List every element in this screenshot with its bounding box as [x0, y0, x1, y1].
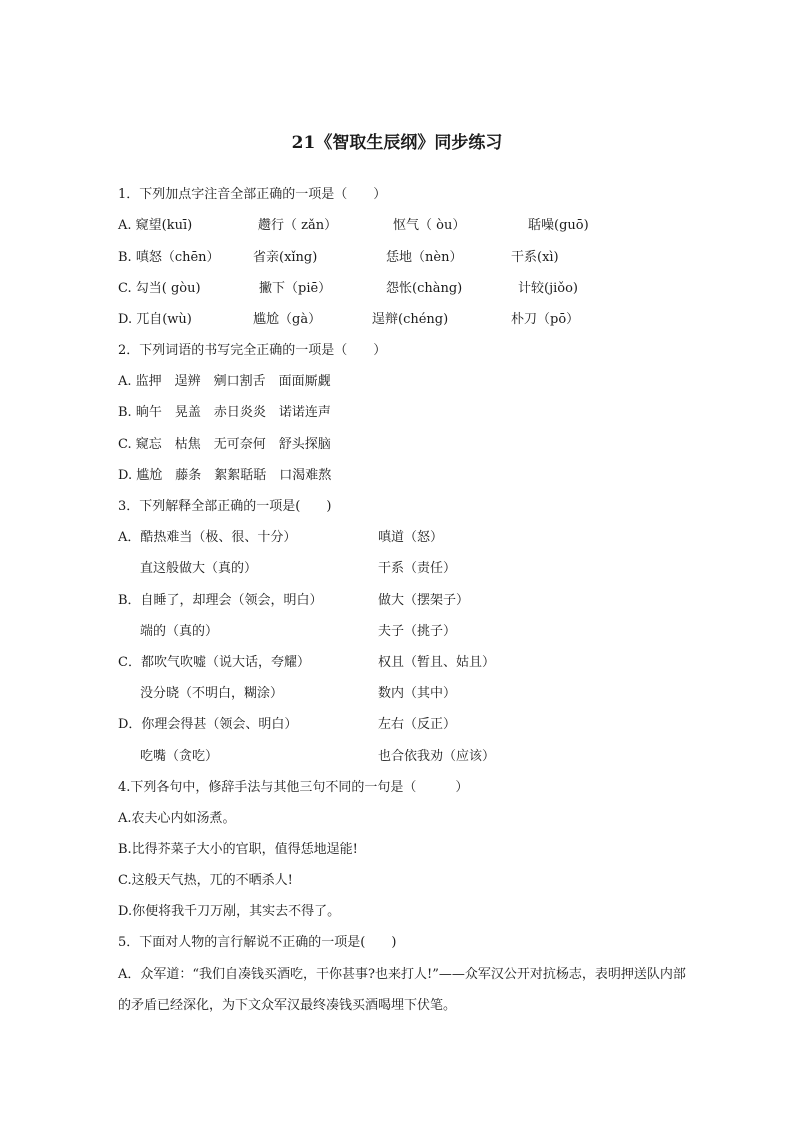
q1-b-item: B. 嗔怒（chēn）	[118, 250, 220, 265]
q3-right-item: 做大（摆架子）	[378, 593, 470, 608]
q3-right-item: 左右（反正）	[378, 717, 457, 732]
q3-stem: 3．下列解释全部正确的一项是( )	[118, 499, 332, 514]
q2-option-d: D. 尴尬 藤条 絮絮聒聒 口渴难熬	[118, 468, 332, 483]
q3-left-item: C．都吹气吹嘘（说大话，夸耀）	[118, 655, 310, 670]
q3-left-item: A．酷热难当（极、很、十分）	[118, 530, 297, 545]
q1-c-item: 怨怅(chàng)	[386, 281, 463, 296]
q1-a-item: 聒噪(guō)	[528, 218, 589, 233]
q5-stem: 5．下面对人物的言行解说不正确的一项是( )	[118, 935, 397, 950]
q1-c-item: 撇下（piē）	[259, 281, 332, 296]
q1-d-item: 尴尬（gà）	[253, 312, 322, 327]
q1-b-item: 干系(xì)	[511, 250, 559, 265]
q4-option-c: C.这般天气热，兀的不晒杀人!	[118, 873, 293, 888]
q5-option-a: A．众军道：“我们自凑钱买酒吃，干你甚事?也来打人!”——众军汉公开对抗杨志，表明押送队内部的矛盾已经深化，为下文众军汉最终凑钱买酒喝埋下伏笔。	[118, 967, 686, 1013]
q1-d-item: 朴刀（pō）	[511, 312, 580, 327]
q2-option-b: B. 晌午 晃盖 赤日炎炎 诺诺连声	[118, 405, 331, 420]
q1-d-item: 逞辩(chéng)	[372, 312, 449, 327]
q4-option-b: B.比得芥菜子大小的官职，值得恁地逞能!	[118, 842, 358, 857]
q3-right-item: 嗔道（怒）	[378, 530, 444, 545]
q1-a-item: 怄气（ òu）	[393, 218, 466, 233]
q4-option-a: A.农夫心内如汤煮。	[118, 811, 236, 826]
q3-right-item: 也合依我劝（应该）	[378, 749, 496, 764]
q1-a-item: 趱行（ zǎn）	[258, 218, 338, 233]
page-title: 21《智取生辰纲》同步练习	[291, 133, 503, 153]
q1-a-item: A. 窥望(kuī)	[118, 218, 193, 233]
q3-right-item: 数内（其中）	[378, 686, 457, 701]
q3-left-item: 吃嘴（贪吃）	[140, 749, 219, 764]
q3-right-item: 夫子（挑子）	[378, 624, 457, 639]
q1-b-item: 省亲(xǐng)	[253, 250, 318, 265]
q3-left-item: D．你理会得甚（领会、明白）	[118, 717, 298, 732]
q3-left-item: 端的（真的）	[140, 624, 219, 639]
q1-c-item: C. 勾当( gòu)	[118, 281, 201, 296]
q3-right-item: 权且（暂且、姑且）	[378, 655, 496, 670]
q1-c-item: 计较(jiǒo)	[518, 281, 578, 296]
q3-left-item: B．自睡了，却理会（领会，明白）	[118, 593, 323, 608]
q2-stem: 2．下列词语的书写完全正确的一项是（ ）	[118, 343, 387, 358]
q2-option-c: C. 窥忘 枯焦 无可奈何 舒头探脑	[118, 437, 331, 452]
q4-stem: 4.下列各句中，修辞手法与其他三句不同的一句是（ ）	[118, 780, 469, 795]
q4-option-d: D.你便将我千刀万剐，其实去不得了。	[118, 904, 341, 919]
q1-stem: 1．下列加点字注音全部正确的一项是（ ）	[118, 187, 387, 202]
q1-d-item: D. 兀自(wù)	[118, 312, 192, 327]
q3-right-item: 干系（责任）	[378, 561, 457, 576]
q3-left-item: 直这般做大（真的）	[140, 561, 258, 576]
q3-left-item: 没分晓（不明白，糊涂）	[140, 686, 284, 701]
q1-b-item: 恁地（nèn）	[386, 250, 463, 265]
q2-option-a: A. 监押 逞辨 剜口割舌 面面厮觑	[118, 374, 331, 389]
